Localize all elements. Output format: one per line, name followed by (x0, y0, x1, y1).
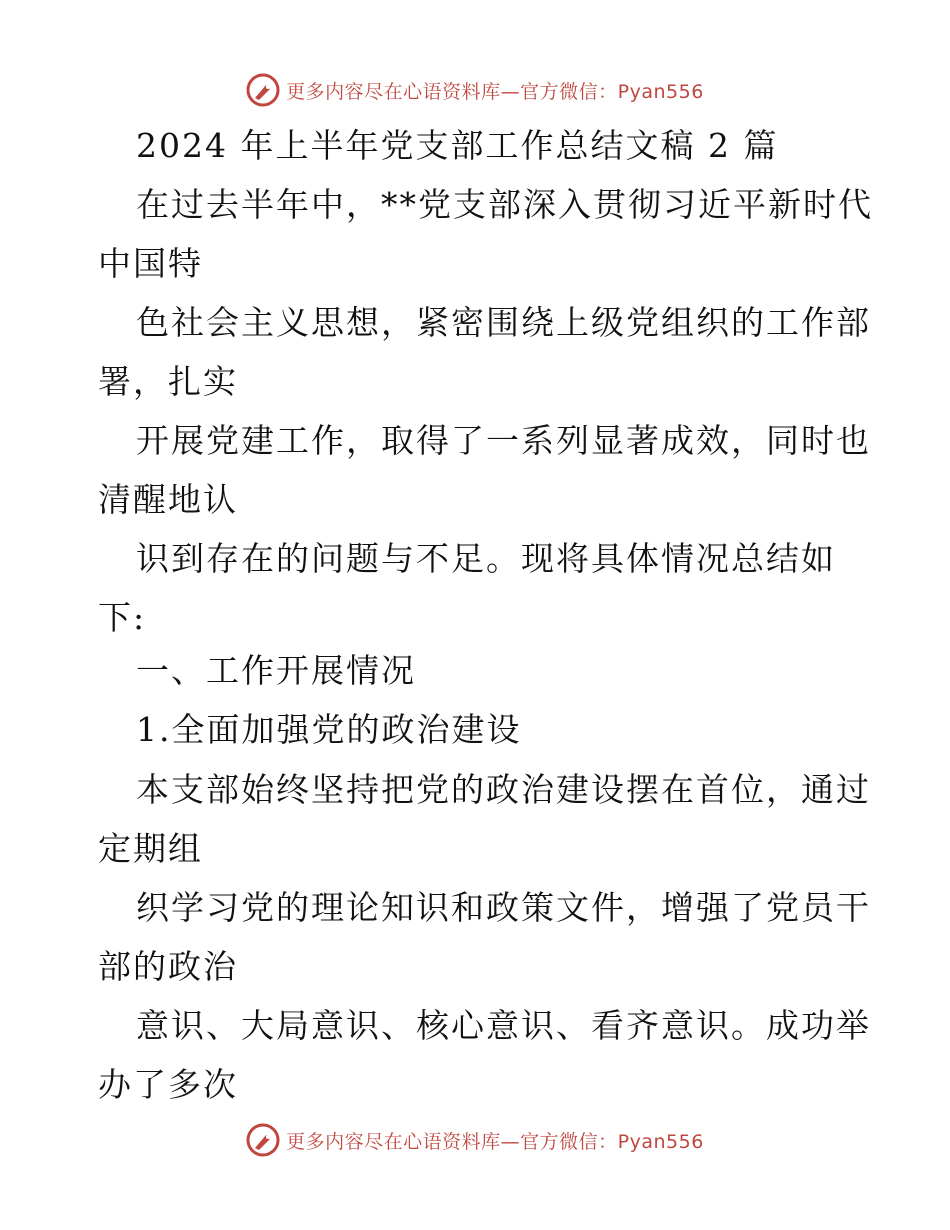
paragraph-line: 办了多次 (98, 1065, 238, 1104)
paragraph-line: 色社会主义思想，紧密围绕上级党组织的工作部 (136, 303, 871, 342)
section-heading: 一、工作开展情况 (136, 651, 416, 690)
paragraph-line: 定期组 (98, 829, 203, 868)
paragraph-line: 中国特 (98, 244, 203, 283)
pen-nib-logo-icon (246, 1123, 280, 1157)
paragraph-line: 本支部始终坚持把党的政治建设摆在首位，通过 (136, 770, 871, 809)
watermark-header (0, 70, 950, 110)
watermark-text: 更多内容尽在心语资料库—官方微信：Pyan556 (286, 80, 704, 103)
paragraph-line: 部的政治 (98, 947, 238, 986)
watermark-footer (0, 1120, 950, 1160)
paragraph-line: 清醒地认 (98, 480, 238, 519)
document-title: 2024 年上半年党支部工作总结文稿 2 篇 (136, 126, 779, 165)
paragraph-line: 识到存在的问题与不足。现将具体情况总结如 (136, 539, 836, 578)
watermark-text: 更多内容尽在心语资料库—官方微信：Pyan556 (286, 1130, 704, 1153)
paragraph-line: 开展党建工作，取得了一系列显著成效，同时也 (136, 421, 871, 460)
pen-nib-logo-icon (246, 73, 280, 107)
paragraph-line: 下: (98, 598, 147, 637)
paragraph-line: 织学习党的理论知识和政策文件，增强了党员干 (136, 888, 871, 927)
paragraph-line: 在过去半年中，**党支部深入贯彻习近平新时代 (136, 185, 873, 224)
subsection-heading: 1.全面加强党的政治建设 (136, 710, 522, 749)
paragraph-line: 署，扎实 (98, 362, 238, 401)
paragraph-line: 意识、大局意识、核心意识、看齐意识。成功举 (136, 1006, 871, 1045)
